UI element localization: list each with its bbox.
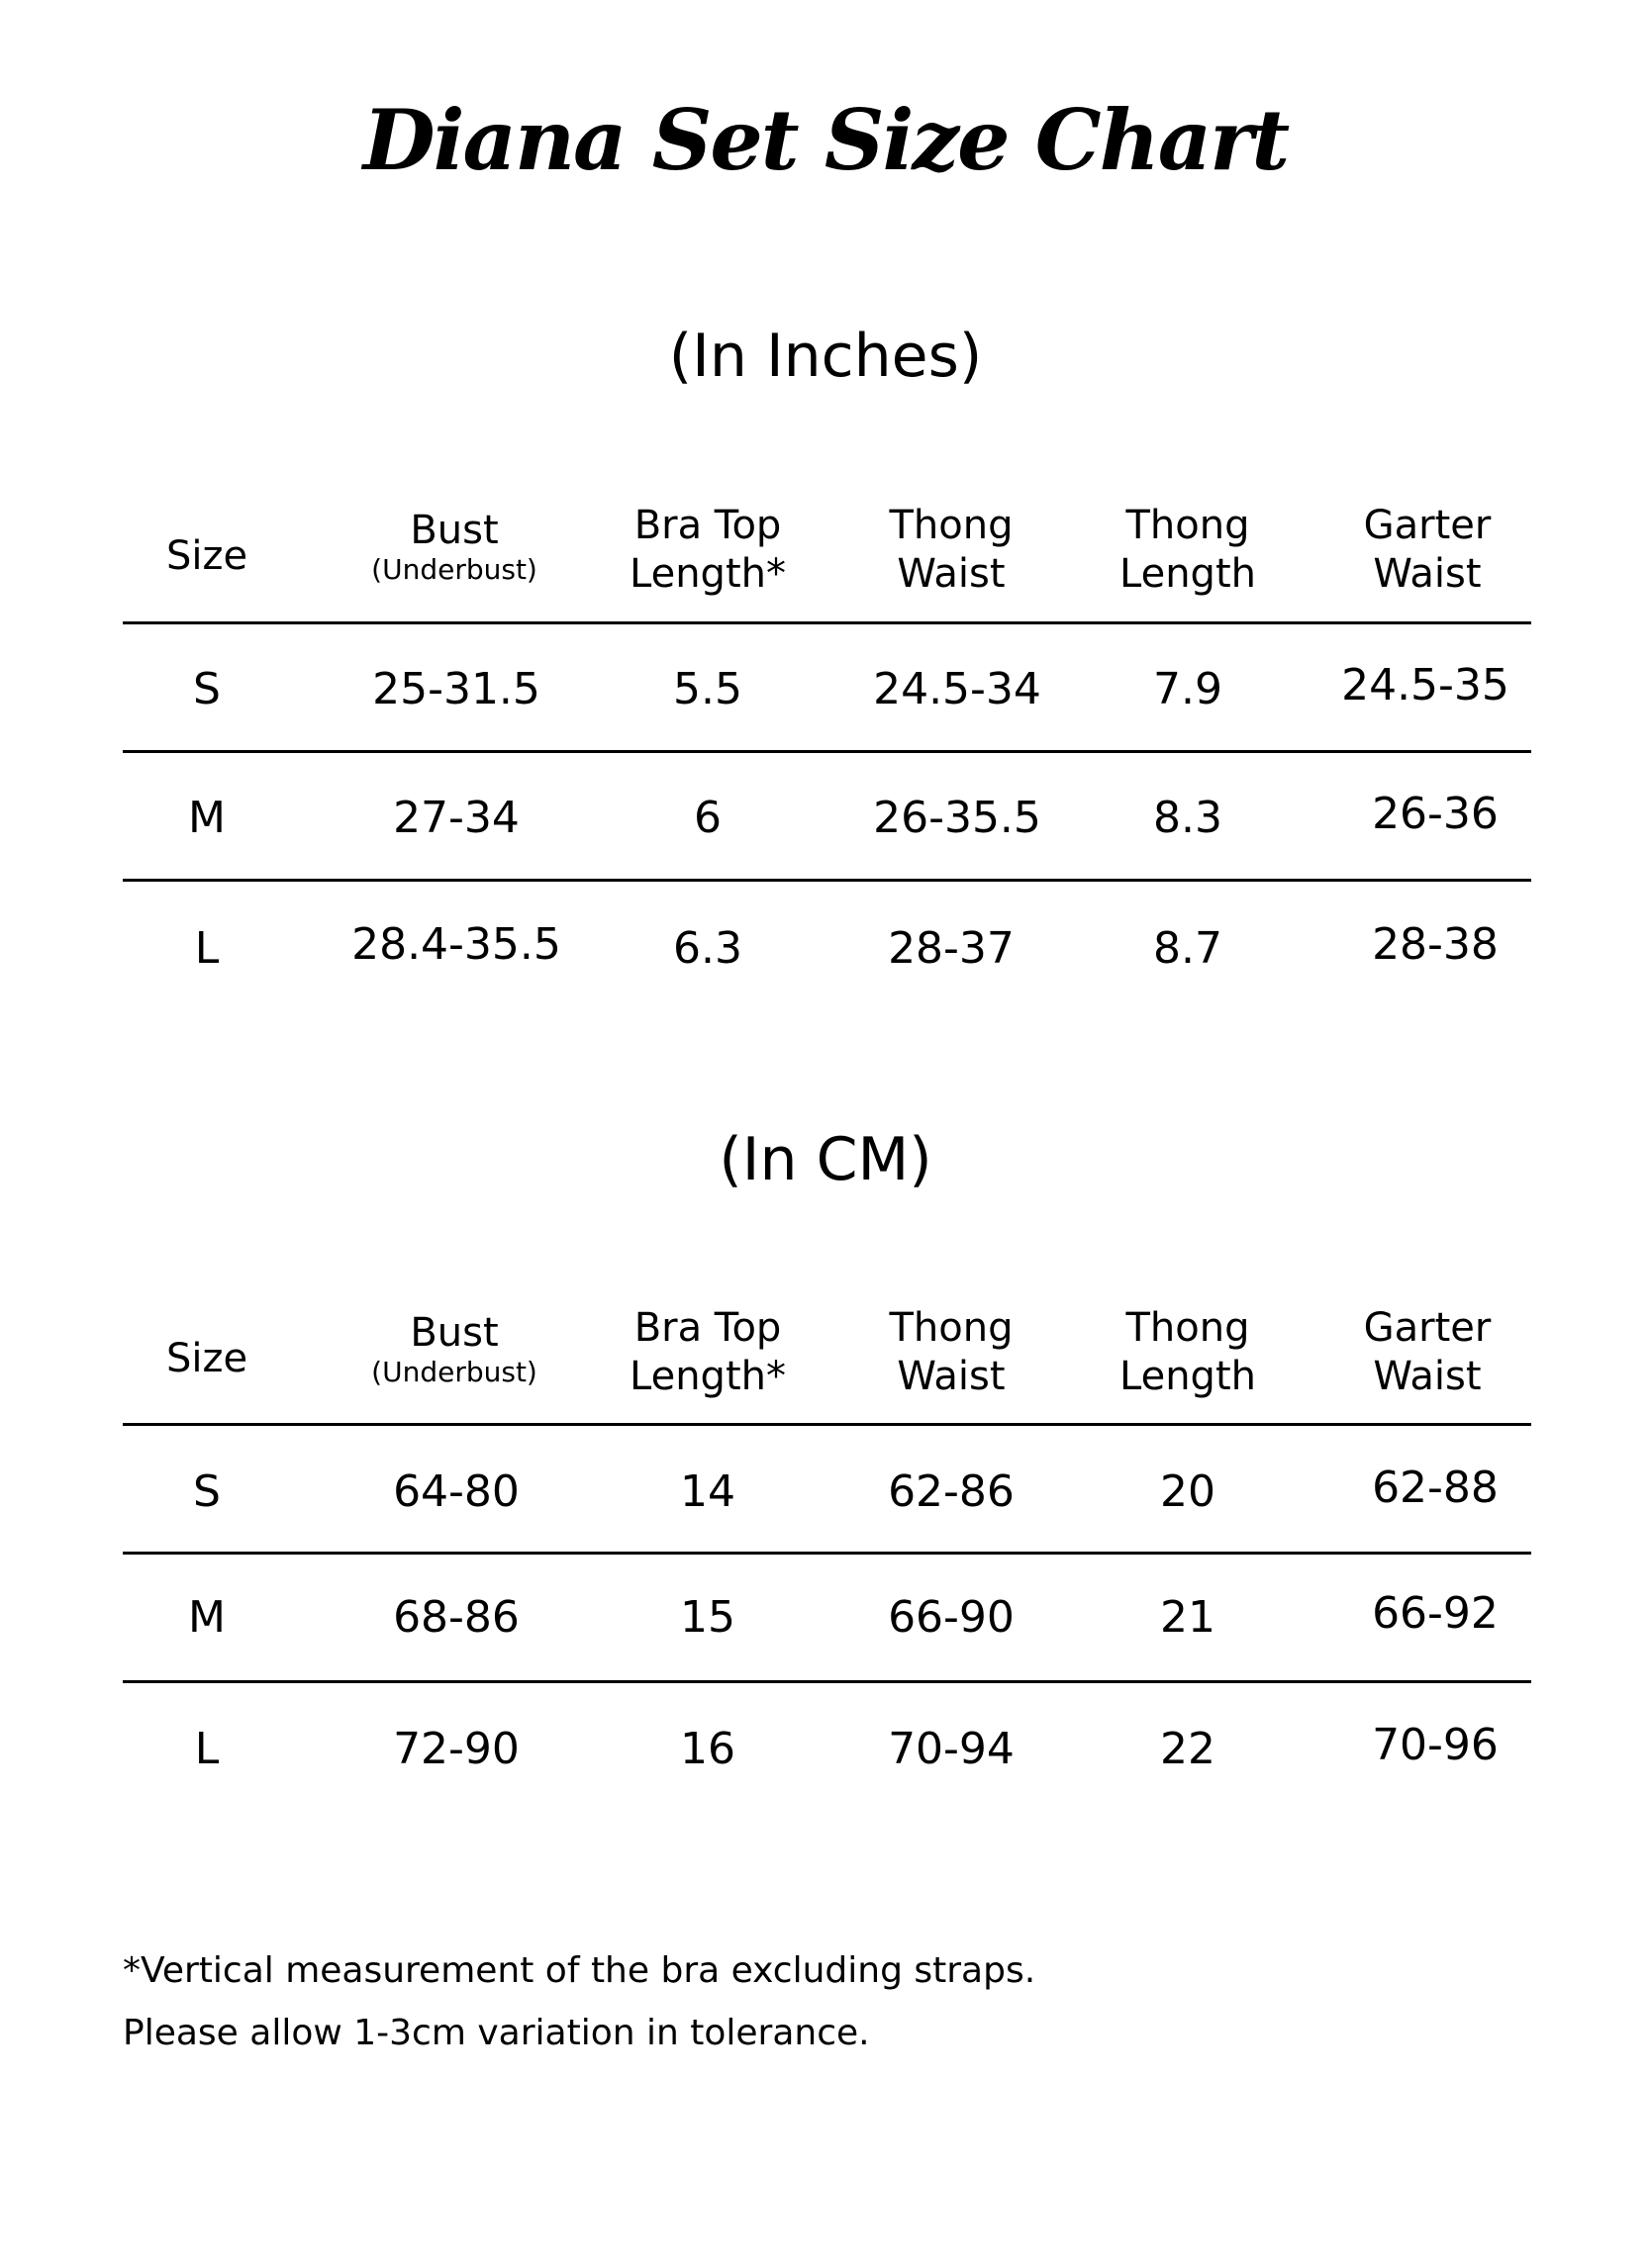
col-garter-waist-header	[1299, 502, 1556, 599]
col-thong-waist-line2: Waist	[897, 551, 1006, 597]
table-cell-bra-top: 6	[694, 793, 722, 843]
table-cell-garter-waist: 24.5-35	[1341, 660, 1509, 710]
table-cell-size: L	[194, 1724, 220, 1774]
table-cell-thong-length: 8.7	[1153, 923, 1222, 974]
table-cell-garter-waist: 66-92	[1372, 1588, 1499, 1639]
col-bra-top-line1: Bra Top	[633, 1305, 782, 1351]
table-cell-thong-waist: 70-94	[888, 1724, 1015, 1774]
table-cell-size: S	[193, 1466, 221, 1517]
page-title: Diana Set Size Chart	[362, 91, 1289, 189]
table-cell-size: L	[194, 923, 220, 974]
table-divider	[123, 1423, 1531, 1426]
col-thong-length-line2: Length	[1119, 1354, 1256, 1399]
col-bust-sublabel: (Underbust)	[371, 1356, 537, 1388]
table-cell-bust: 72-90	[393, 1724, 520, 1774]
col-garter-waist-line2: Waist	[1373, 1354, 1482, 1399]
table-divider	[123, 879, 1531, 882]
table-cell-bra-top: 5.5	[673, 664, 742, 714]
table-cell-garter-waist: 28-38	[1372, 919, 1499, 970]
table-cell-thong-length: 7.9	[1153, 664, 1222, 714]
table-cell-thong-waist: 24.5-34	[873, 664, 1041, 714]
inches-heading: (In Inches)	[668, 322, 983, 391]
table-cell-thong-waist: 62-86	[888, 1466, 1015, 1517]
col-thong-waist-line1: Thong	[889, 503, 1014, 548]
col-garter-waist-line1: Garter	[1363, 1305, 1492, 1351]
col-thong-waist-header	[823, 502, 1080, 599]
table-cell-size: M	[188, 1592, 226, 1643]
footnote-tolerance: Please allow 1-3cm variation in tolerance.	[123, 2013, 870, 2053]
col-bra-top-header	[579, 1304, 836, 1401]
table-cell-bust: 68-86	[393, 1592, 520, 1643]
table-divider	[123, 1680, 1531, 1683]
col-thong-length-line2: Length	[1119, 551, 1256, 597]
col-bra-top-line2: Length*	[630, 551, 786, 597]
table-cell-thong-length: 8.3	[1153, 793, 1222, 843]
col-thong-waist-line2: Waist	[897, 1354, 1006, 1399]
table-cell-bust: 28.4-35.5	[351, 919, 561, 970]
table-cell-bust: 27-34	[393, 793, 520, 843]
table-cell-garter-waist: 62-88	[1372, 1463, 1499, 1513]
table-cell-thong-length: 21	[1160, 1592, 1215, 1643]
table-divider	[123, 621, 1531, 624]
col-bust-label: Bust	[410, 508, 499, 553]
col-garter-waist-header	[1299, 1304, 1556, 1401]
col-bust-header	[326, 1309, 583, 1387]
col-thong-length-header	[1059, 502, 1316, 599]
table-cell-bust: 64-80	[393, 1466, 520, 1517]
col-size-header: Size	[165, 533, 248, 579]
table-cell-garter-waist: 70-96	[1372, 1720, 1499, 1770]
col-bra-top-line1: Bra Top	[633, 503, 782, 548]
footnote-vertical-measurement: *Vertical measurement of the bra excluding straps.	[123, 1950, 1036, 1991]
table-cell-bra-top: 6.3	[673, 923, 742, 974]
col-thong-waist-header	[823, 1304, 1080, 1401]
col-garter-waist-line2: Waist	[1373, 551, 1482, 597]
table-cell-thong-waist: 28-37	[888, 923, 1015, 974]
col-bust-header	[326, 507, 583, 585]
table-cell-thong-waist: 26-35.5	[873, 793, 1041, 843]
cm-heading: (In CM)	[719, 1125, 932, 1194]
table-cell-thong-length: 22	[1160, 1724, 1215, 1774]
col-thong-length-line1: Thong	[1125, 1305, 1250, 1351]
table-cell-bust: 25-31.5	[372, 664, 540, 714]
col-thong-waist-line1: Thong	[889, 1305, 1014, 1351]
table-cell-bra-top: 16	[680, 1724, 735, 1774]
col-bra-top-line2: Length*	[630, 1354, 786, 1399]
col-thong-length-header	[1059, 1304, 1316, 1401]
table-cell-thong-length: 20	[1160, 1466, 1215, 1517]
col-thong-length-line1: Thong	[1125, 503, 1250, 548]
table-cell-bra-top: 15	[680, 1592, 735, 1643]
table-divider	[123, 750, 1531, 753]
col-size-header: Size	[165, 1336, 248, 1381]
table-divider	[123, 1552, 1531, 1555]
col-bust-sublabel: (Underbust)	[371, 553, 537, 586]
table-cell-size: S	[193, 664, 221, 714]
col-bra-top-header	[579, 502, 836, 599]
table-cell-thong-waist: 66-90	[888, 1592, 1015, 1643]
table-cell-garter-waist: 26-36	[1372, 789, 1499, 839]
col-bust-label: Bust	[410, 1310, 499, 1356]
table-cell-size: M	[188, 793, 226, 843]
table-cell-bra-top: 14	[680, 1466, 735, 1517]
col-garter-waist-line1: Garter	[1363, 503, 1492, 548]
